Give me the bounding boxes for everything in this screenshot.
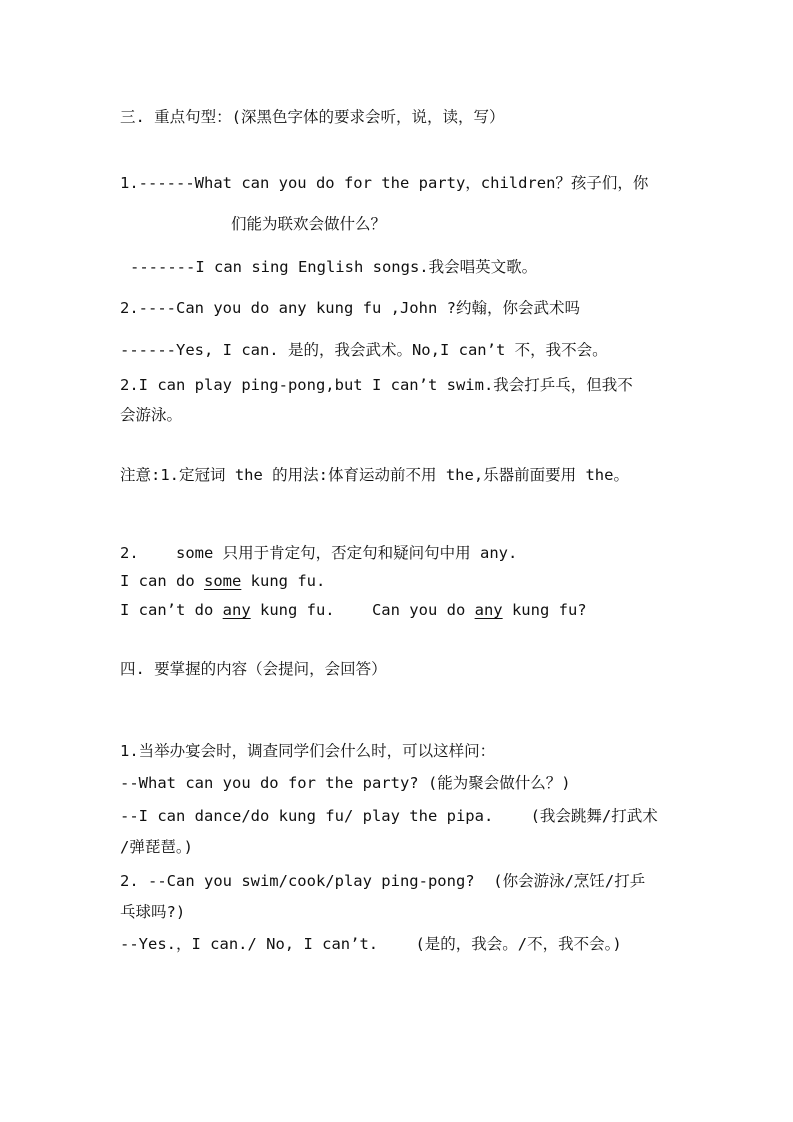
section4-line-5: 2. --Can you swim/cook/play ping-pong? (你会游泳/烹饪/打乒 (120, 872, 646, 890)
item2-question: 2.----Can you do any kung fu ,John ?约翰，你会武术吗 (120, 299, 580, 317)
underlined-some: some (204, 572, 242, 590)
section4-line-6: 乓球吗?) (120, 903, 186, 921)
underlined-any-2: any (474, 601, 503, 619)
example-some-pre: I can do (120, 572, 204, 590)
section4-line-7: --Yes.，I can./ No, I can’t. (是的，我会。/不，我不会。) (120, 935, 622, 953)
section4-line-4: /弹琵琶。) (120, 838, 193, 856)
note-some-any: 2. some 只用于肯定句，否定句和疑问句中用 any. (120, 544, 518, 562)
item3-sentence-continued: 会游泳。 (120, 406, 183, 424)
example-any (120, 599, 587, 621)
section4-line-3: --I can dance/do kung fu/ play the pipa. (我会跳舞/打武术 (120, 807, 658, 825)
item2-answer: ------Yes, I can. 是的，我会武术。No,I can’t 不，我不会。 (120, 341, 608, 359)
example-any-pre: I can’t do (120, 601, 223, 619)
section4-line-1: 1.当举办宴会时，调查同学们会什么时，可以这样问： (120, 742, 496, 760)
item3-sentence: 2.I can play ping-pong,but I can’t swim.我会打乒乓，但我不 (120, 376, 633, 394)
item1-question: 1.------What can you do for the party，children？孩子们，你 (120, 174, 649, 192)
section4-heading: 四. 要掌握的内容（会提问，会回答） (120, 660, 387, 678)
example-any-mid: kung fu. Can you do (250, 601, 475, 619)
example-any-post: kung fu? (502, 601, 587, 619)
item1-answer: -------I can sing English songs.我会唱英文歌。 (130, 258, 538, 276)
example-some-post: kung fu. (241, 572, 326, 590)
section4-line-2: --What can you do for the party? (能为聚会做什么？) (120, 774, 571, 792)
note-definite-article: 注意:1.定冠词 the 的用法:体育运动前不用 the,乐器前面要用 the。 (120, 466, 629, 484)
underlined-any: any (222, 601, 251, 619)
section3-heading: 三. 重点句型：(深黑色字体的要求会听，说，读，写） (120, 108, 505, 126)
item1-question-continued: 们能为联欢会做什么？ (231, 215, 387, 233)
example-some (120, 570, 325, 592)
